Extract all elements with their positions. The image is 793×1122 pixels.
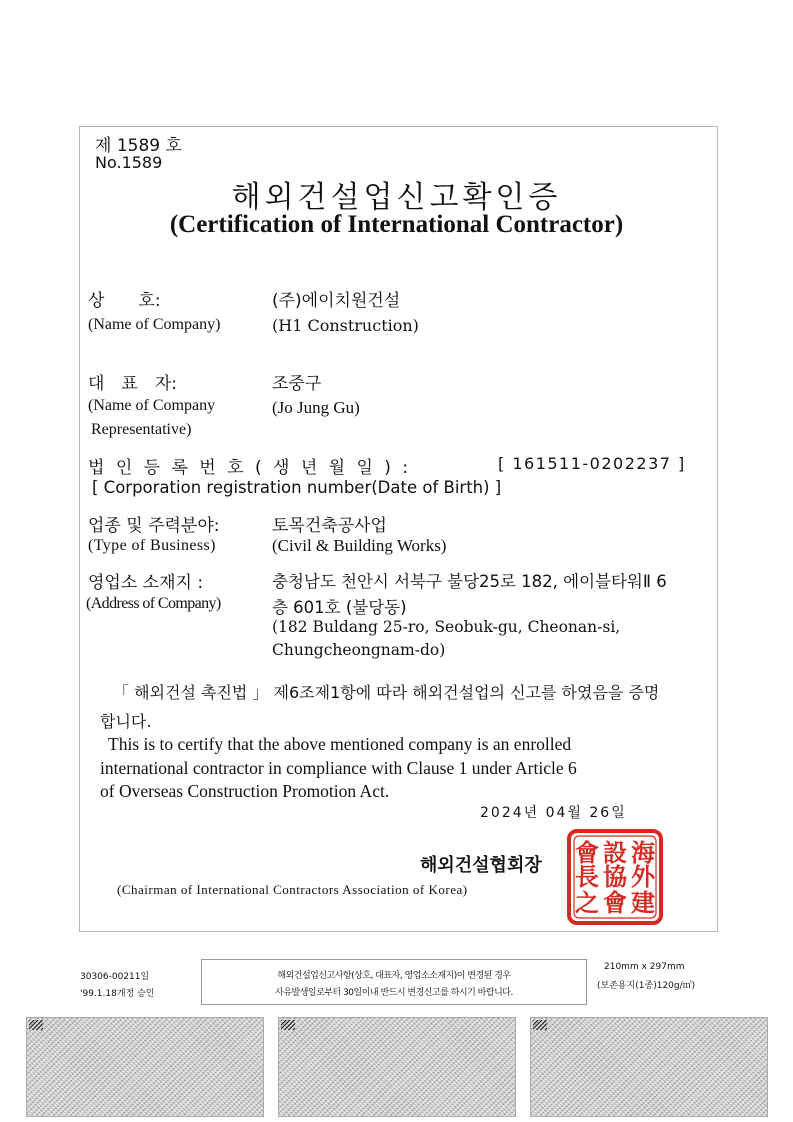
statement-en-line-1: This is to certify that the above mentioned company is an enrolled [108,734,572,754]
seal-character: 協 [603,862,627,891]
title-korean: 해외건설업신고확인증 [231,180,562,215]
form-approval: '99.1.18개정 승인 [80,989,155,999]
security-pattern-left [26,1017,264,1117]
seal-character: 海 [631,838,655,867]
seal-character: 外 [631,862,655,891]
change-notice-box [201,959,587,1005]
statement-ko-line-2: 합니다. [100,712,152,731]
business-type-en: (Civil & Building Works) [272,536,447,555]
paper-spec: (보존용지(1종)120g/㎡) [597,981,696,991]
seal-character: 之 [575,888,599,917]
security-pattern-center [278,1017,516,1117]
pattern-corner-mark [281,1020,295,1030]
company-label-en: (Name of Company) [88,316,221,333]
company-name-ko: (주)에이치원건설 [272,291,401,311]
representative-label-en-2: Representative) [91,421,192,438]
seal-character: 建 [631,888,655,917]
registration-label-ko: 법 인 등 록 번 호 ( 생 년 월 일 ) : [88,458,412,478]
representative-label-ko: 대 표 자: [88,374,177,394]
address-en-line-2: Chungcheongnam-do) [272,641,446,659]
business-label-ko: 업종 및 주력분야: [88,516,220,536]
statement-ko-line-1: 「 해외건설 촉진법 」 제6조제1항에 따라 해외건설업의 신고를 하였음을 증명 [113,683,660,702]
seal-character: 會 [603,888,627,917]
representative-name-en: (Jo Jung Gu) [272,398,360,417]
statement-en-line-3: of Overseas Construction Promotion Act. [100,781,390,801]
address-en-line-1: (182 Buldang 25-ro, Seobuk-gu, Cheonan-si, [272,618,621,636]
business-label-en: (Type of Business) [88,537,216,554]
security-pattern-right [530,1017,768,1117]
title-english: (Certification of International Contractor) [169,211,624,238]
representative-name-ko: 조중구 [272,374,322,394]
address-label-ko: 영업소 소재지 : [88,573,204,593]
paper-size: 210mm x 297mm [604,962,685,972]
pattern-corner-mark [533,1020,547,1030]
address-ko-line-2: 층 601호 (불당동) [272,598,407,617]
certificate-number-ko: 제 1589 호 [95,136,182,156]
seal-character: 會 [575,838,599,867]
form-code: 30306-00211일 [80,972,150,982]
registration-number: [ 161511-0202237 ] [498,454,686,473]
statement-en-line-2: international contractor in compliance with Clause 1 under Article 6 [100,758,577,778]
pattern-corner-mark [29,1020,43,1030]
registration-label-en: [ Corporation registration number(Date of Birth) ] [92,478,502,497]
signatory-title-ko: 해외건설협회장 [420,855,542,876]
certificate-number-en: No.1589 [95,153,163,172]
company-label-ko: 상 호: [88,291,161,311]
business-type-ko: 토목건축공사업 [272,516,387,536]
company-name-en: (H1 Construction) [272,316,419,335]
address-ko-line-1: 충청남도 천안시 서북구 불당25로 182, 에이블타워Ⅱ 6 [272,572,667,591]
notice-line-2: 사유발생일로부터 30일이내 반드시 변경신고를 하시기 바랍니다. [275,988,513,998]
representative-label-en-1: (Name of Company [88,397,216,414]
issue-date: 2024년 04월 26일 [480,805,627,821]
address-label-en: (Address of Company) [86,595,221,612]
seal-character: 長 [575,862,599,891]
signatory-title-en: (Chairman of International Contractors Association of Korea) [117,882,468,897]
official-seal-stamp [565,827,665,927]
notice-line-1: 해외건설업신고사항(상호, 대표자, 영업소소재지)이 변경된 경우 [277,971,511,981]
seal-character: 設 [603,838,627,867]
